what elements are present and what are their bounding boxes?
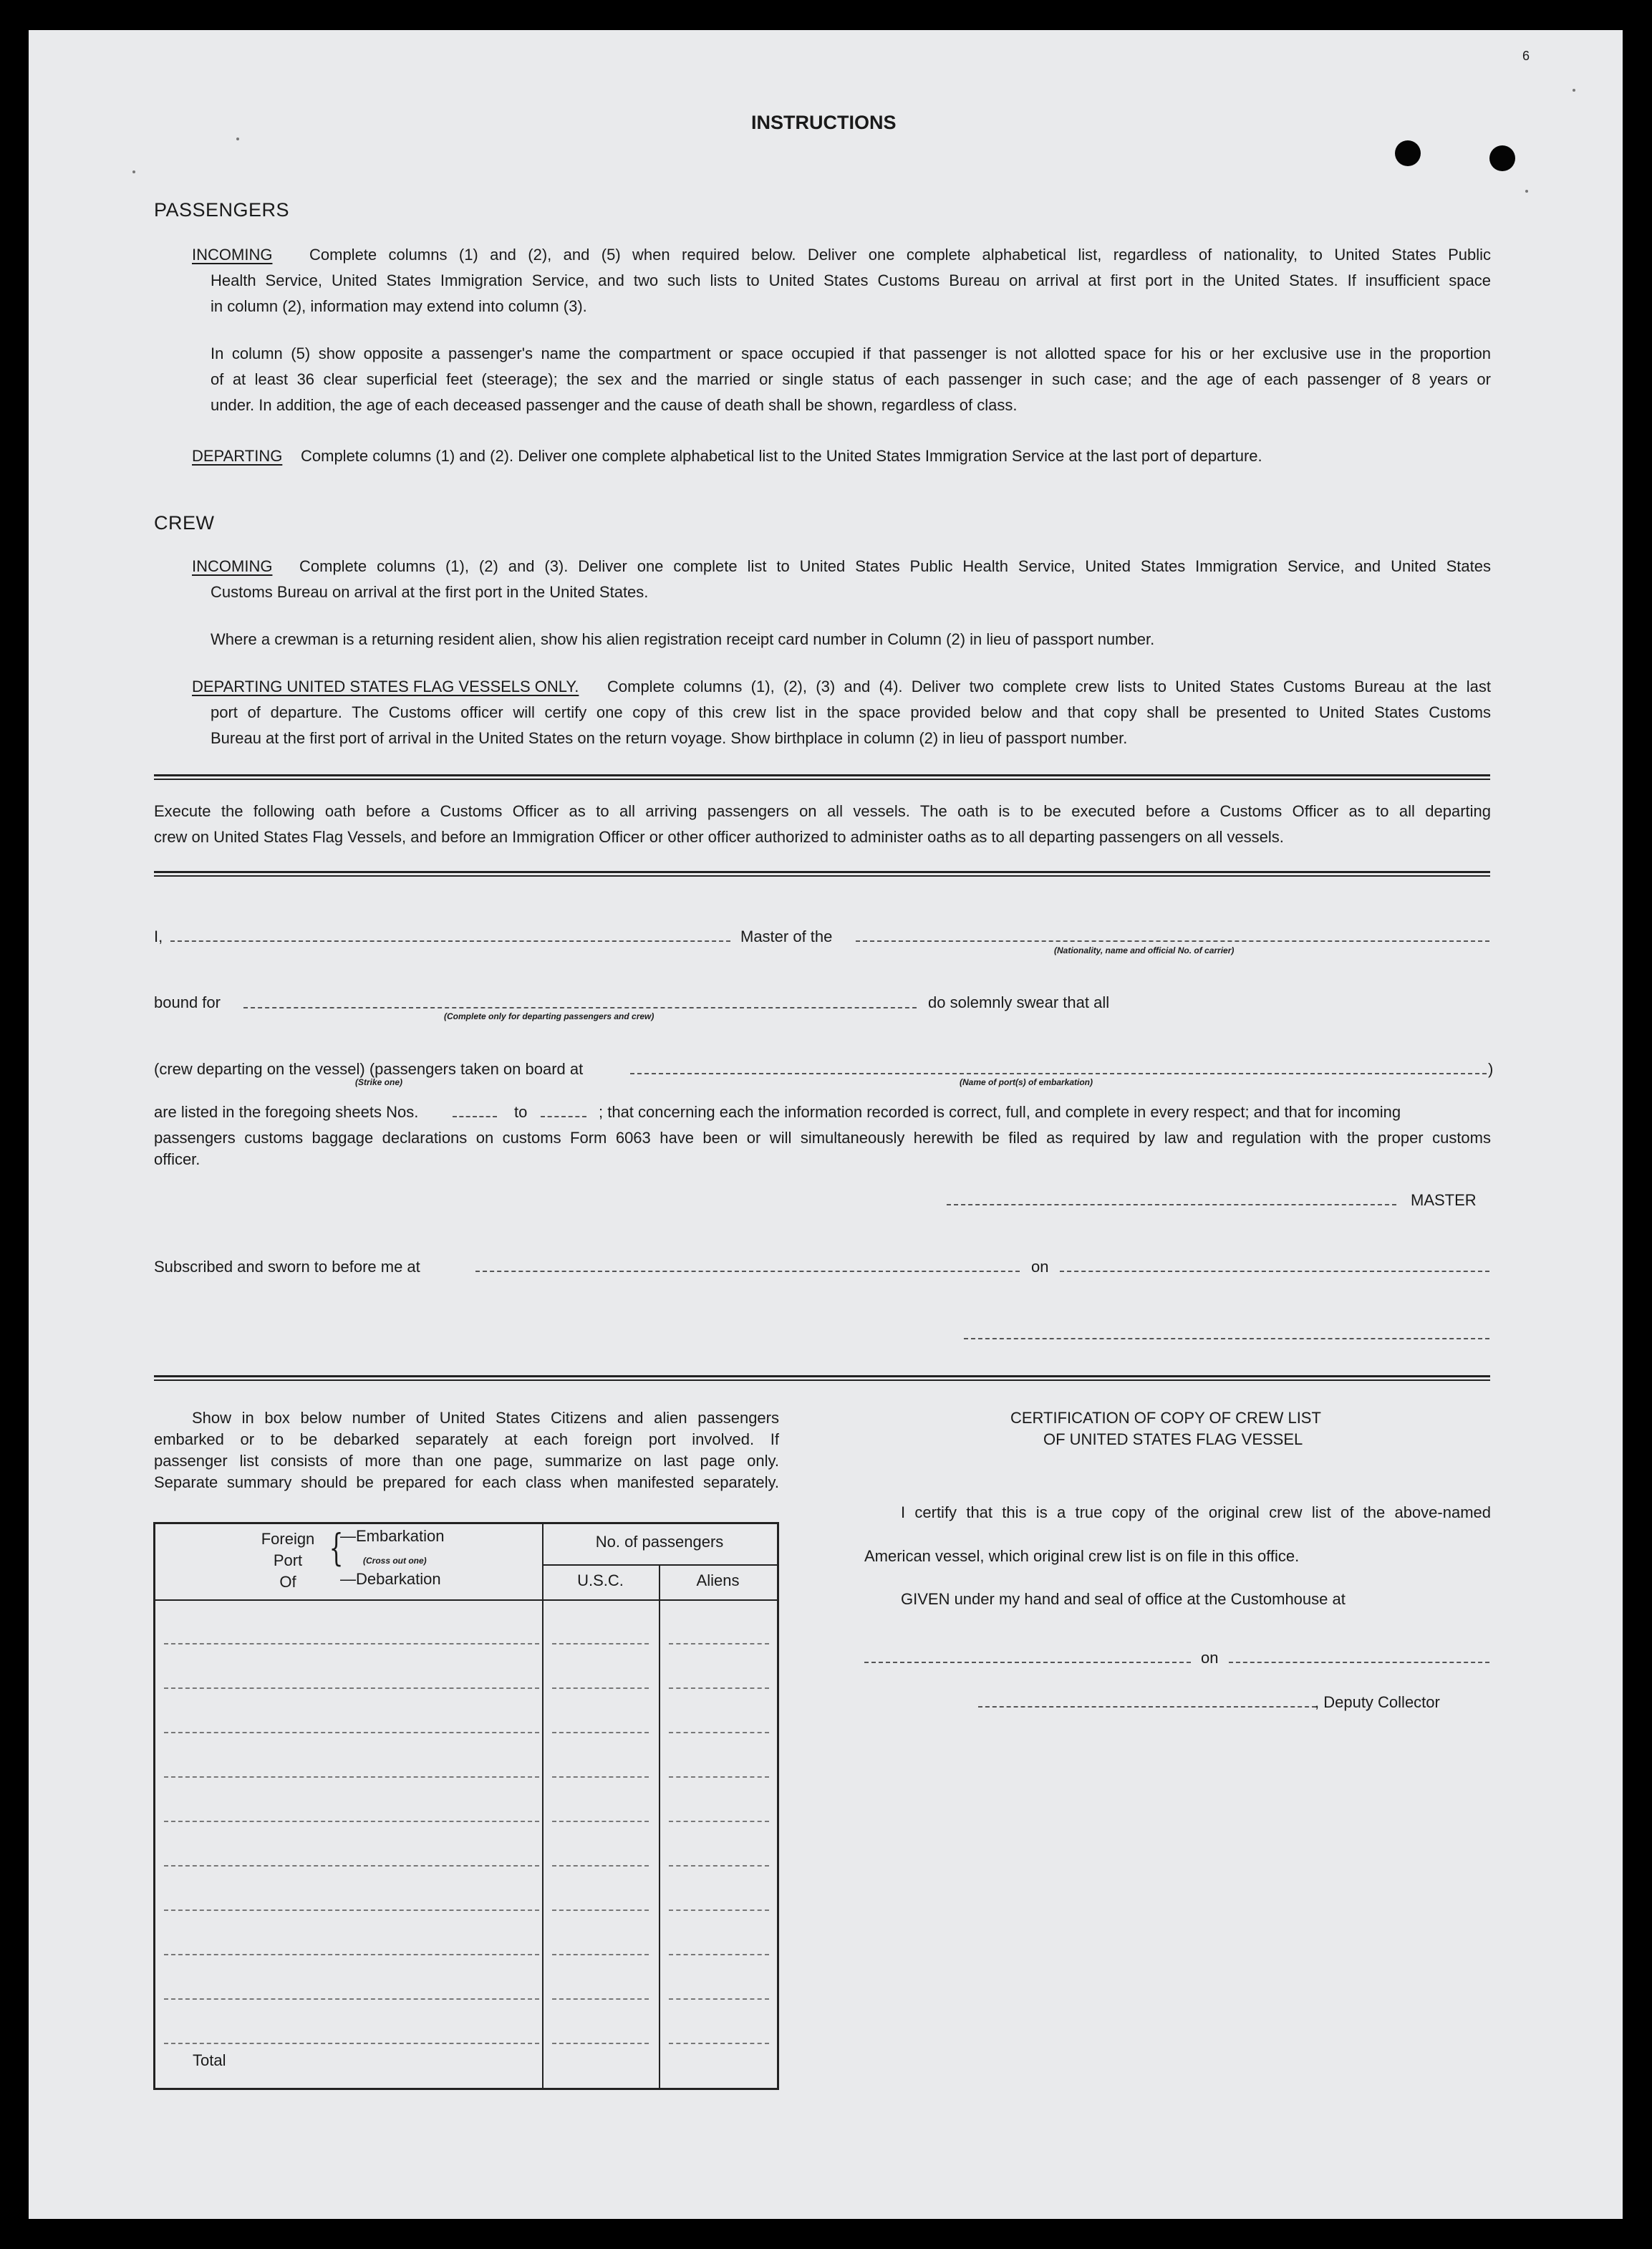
deputy-collector-label: , Deputy Collector — [1315, 1693, 1440, 1711]
listed-text-1: are listed in the foregoing sheets Nos. — [154, 1103, 419, 1121]
deputy-signature-field[interactable] — [978, 1706, 1316, 1708]
passengers-incoming-text-1: Complete columns (1) and (2), and (5) when required below. Deliver one complete alphabetical list, regardless of nationality, to United States Public — [309, 246, 1491, 264]
cross-out-hint: (Cross out one) — [363, 1556, 427, 1566]
sheet-from-field[interactable] — [453, 1116, 497, 1117]
passengers-incoming-text-3: in column (2), information may extend into column (3). — [211, 297, 587, 315]
passengers-incoming-text-2: Health Service, United States Immigration Service, and two such lists to United States Customs Bureau on arrival at first port in the United States. If insufficient space — [211, 271, 1491, 289]
table-entry-line[interactable] — [164, 1821, 539, 1822]
table-entry-line[interactable] — [669, 1954, 769, 1955]
crew-departing-label: DEPARTING UNITED STATES FLAG VESSELS ONLY. — [192, 678, 579, 695]
listed-text-4: officer. — [154, 1150, 201, 1168]
table-entry-line[interactable] — [164, 1776, 539, 1778]
ports-field[interactable] — [630, 1073, 1487, 1074]
oath-intro-line-2: crew on United States Flag Vessels, and before an Immigration Officer or other officer authorized to administer oaths as to all departing passengers on all vessels. — [154, 828, 1284, 846]
passengers-departing-text: Complete columns (1) and (2). Deliver one complete alphabetical list to the United States Immigration Service at the last port of departure. — [301, 447, 1262, 465]
table-entry-line[interactable] — [669, 2043, 769, 2044]
bound-for-field[interactable] — [243, 1007, 917, 1008]
passengers-heading: PASSENGERS — [154, 199, 290, 221]
table-entry-line[interactable] — [552, 1776, 649, 1778]
page-title: INSTRUCTIONS — [751, 112, 897, 133]
sworn-at-field[interactable] — [475, 1271, 1020, 1272]
customhouse-field[interactable] — [864, 1662, 1191, 1663]
table-entry-line[interactable] — [552, 1732, 649, 1733]
passengers-incoming-label: INCOMING — [192, 246, 273, 264]
column-divider — [659, 1564, 660, 2088]
ports-hint: (Name of port(s) of embarkation) — [960, 1077, 1093, 1087]
table-entry-line[interactable] — [669, 1776, 769, 1778]
header-divider — [542, 1564, 777, 1566]
listed-text-3: passengers customs baggage declarations on customs Form 6063 have been or will simultaneously herewith be filed as required by law and regulation with the proper customs — [154, 1129, 1491, 1147]
passengers-col5-text-3: under. In addition, the age of each deceased passenger and the cause of death shall be shown, regardless of class. — [211, 396, 1018, 414]
bound-for-label: bound for — [154, 993, 221, 1011]
foreign-label: Foreign — [261, 1530, 315, 1548]
speck — [1525, 190, 1528, 193]
summary-line-1: Show in box below number of United States Citizens and alien passengers — [192, 1409, 779, 1427]
sworn-on-label: on — [1031, 1258, 1049, 1276]
summary-line-3: passenger list consists of more than one page, summarize on last page only. — [154, 1452, 779, 1470]
table-entry-line[interactable] — [552, 1821, 649, 1822]
oath-intro-line-1: Execute the following oath before a Customs Officer as to all arriving passengers on all vessels. The oath is to be executed before a Customs Officer as to all departing — [154, 802, 1491, 820]
speck — [236, 138, 239, 140]
swear-text: do solemnly swear that all — [928, 993, 1110, 1011]
close-paren: ) — [1488, 1060, 1494, 1078]
header-bottom — [155, 1599, 777, 1601]
table-entry-line[interactable] — [552, 1954, 649, 1955]
table-entry-line[interactable] — [164, 2043, 539, 2044]
of-label: Of — [279, 1573, 296, 1591]
passengers-col5-text-1: In column (5) show opposite a passenger's name the compartment or space occupied if that passenger is not allotted space for his or her exclusive use in the proportion — [211, 345, 1491, 362]
speck — [132, 170, 135, 173]
crew-incoming-text-1: Complete columns (1), (2) and (3). Deliver one complete list to United States Public Health Service, United States Immigration Service, and United States — [299, 557, 1491, 575]
table-entry-line[interactable] — [164, 1998, 539, 2000]
table-entry-line[interactable] — [164, 1643, 539, 1644]
table-entry-line[interactable] — [164, 1910, 539, 1911]
certify-text-2: American vessel, which original crew list is on file in this office. — [864, 1547, 1300, 1565]
master-label: MASTER — [1411, 1191, 1477, 1209]
crew-departing-text: (crew departing on the vessel) (passengers taken on board at — [154, 1060, 584, 1078]
crew-incoming-text-2: Customs Bureau on arrival at the first port in the United States. — [211, 583, 649, 601]
divider — [154, 1375, 1490, 1381]
table-entry-line[interactable] — [552, 1998, 649, 2000]
table-entry-line[interactable] — [164, 1732, 539, 1733]
crew-departing-text-3: Bureau at the first port of arrival in the United States on the return voyage. Show birthplace in column (2) in lieu of passport number. — [211, 729, 1128, 747]
usc-header: U.S.C. — [577, 1571, 624, 1589]
no-of-passengers-header: No. of passengers — [595, 1533, 724, 1551]
debarkation-label: —Debarkation — [340, 1570, 441, 1588]
subscribed-label: Subscribed and sworn to before me at — [154, 1258, 420, 1276]
column-divider — [542, 1524, 544, 2088]
table-entry-line[interactable] — [669, 1865, 769, 1867]
brace: { — [329, 1527, 344, 1570]
master-signature-field[interactable] — [947, 1204, 1396, 1205]
crew-returning-text: Where a crewman is a returning resident alien, show his alien registration receipt card number in Column (2) in lieu of passport number. — [211, 630, 1155, 648]
table-entry-line[interactable] — [669, 1821, 769, 1822]
table-entry-line[interactable] — [164, 1954, 539, 1955]
table-entry-line[interactable] — [164, 1865, 539, 1867]
certification-on-label: on — [1201, 1649, 1219, 1667]
port-label: Port — [273, 1551, 303, 1569]
total-label: Total — [193, 2051, 226, 2069]
crew-departing-text-1: Complete columns (1), (2), (3) and (4). Deliver two complete crew lists to United States Customs Bureau at the last — [607, 678, 1491, 695]
crew-heading: CREW — [154, 512, 215, 534]
table-entry-line[interactable] — [552, 1687, 649, 1689]
certification-title-1: CERTIFICATION OF COPY OF CREW LIST — [1010, 1409, 1321, 1427]
listed-text-2: ; that concerning each the information recorded is correct, full, and complete in every respect; and that for incoming — [599, 1103, 1401, 1121]
table-entry-line[interactable] — [669, 1687, 769, 1689]
certify-text-1: I certify that this is a true copy of the original crew list of the above-named — [901, 1503, 1491, 1521]
sworn-date-field[interactable] — [1060, 1271, 1489, 1272]
table-entry-line[interactable] — [552, 2043, 649, 2044]
passengers-col5-text-2: of at least 36 clear superficial feet (steerage); the sex and the married or single status of each passenger in such case; and the age of each passenger of 8 years or — [211, 370, 1491, 388]
table-entry-line[interactable] — [552, 1910, 649, 1911]
table-entry-line[interactable] — [669, 1732, 769, 1733]
table-entry-line[interactable] — [669, 1910, 769, 1911]
table-entry-line[interactable] — [669, 1998, 769, 2000]
punch-hole-right — [1489, 145, 1515, 171]
punch-hole-left — [1395, 140, 1421, 166]
given-text: GIVEN under my hand and seal of office at the Customhouse at — [901, 1590, 1346, 1608]
passenger-summary-table — [153, 1522, 779, 2090]
to-label: to — [514, 1103, 528, 1121]
divider — [154, 871, 1490, 877]
carrier-field[interactable] — [856, 940, 1489, 942]
crew-incoming-label: INCOMING — [192, 557, 273, 575]
departing-hint: (Complete only for departing passengers and crew) — [444, 1011, 654, 1021]
table-entry-line[interactable] — [552, 1643, 649, 1644]
master-name-field[interactable] — [170, 940, 730, 942]
certification-title-2: OF UNITED STATES FLAG VESSEL — [1043, 1430, 1303, 1448]
passengers-departing-label: DEPARTING — [192, 447, 283, 465]
oath-i-label: I, — [154, 928, 163, 945]
summary-line-2: embarked or to be debarked separately at each foreign port involved. If — [154, 1430, 779, 1448]
officer-signature-field[interactable] — [964, 1338, 1489, 1339]
speck — [1573, 89, 1575, 92]
embarkation-label: —Embarkation — [340, 1527, 445, 1545]
sheet-to-field[interactable] — [541, 1116, 586, 1117]
table-entry-line[interactable] — [164, 1687, 539, 1689]
table-entry-line[interactable] — [552, 1865, 649, 1867]
corner-mark: 6 — [1522, 49, 1530, 63]
table-entry-line[interactable] — [669, 1643, 769, 1644]
divider — [154, 774, 1490, 780]
aliens-header: Aliens — [696, 1571, 740, 1589]
strike-one-hint: (Strike one) — [355, 1077, 403, 1087]
crew-departing-text-2: port of departure. The Customs officer will certify one copy of this crew list in the space provided below and that copy shall be presented to United States Customs — [211, 703, 1491, 721]
certification-date-field[interactable] — [1229, 1662, 1489, 1663]
nationality-hint: (Nationality, name and official No. of carrier) — [1054, 945, 1235, 955]
summary-line-4: Separate summary should be prepared for each class when manifested separately. — [154, 1473, 779, 1491]
master-of-the-label: Master of the — [740, 928, 833, 945]
